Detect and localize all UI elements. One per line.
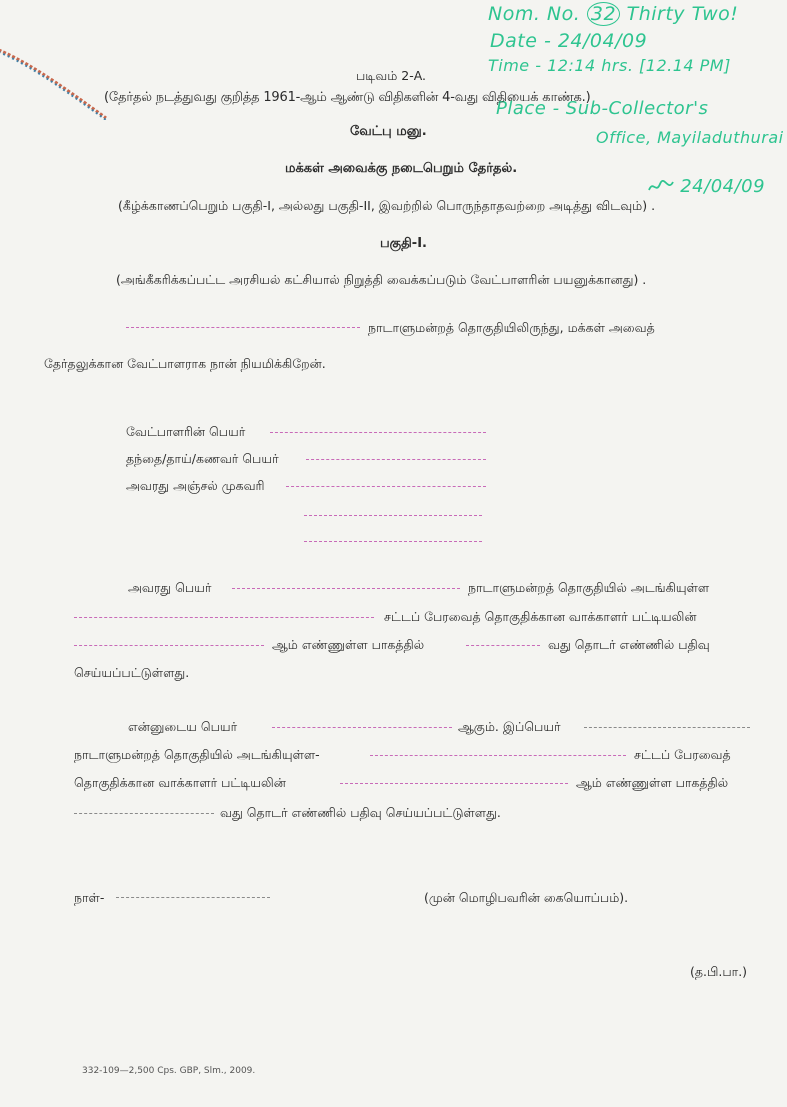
para2-assembly-blank[interactable] (370, 755, 626, 756)
handwritten-signature-date: 24/04/09 (648, 176, 765, 197)
handwritten-place: Place - Sub-Collector's (496, 98, 709, 119)
address-blank-3[interactable] (304, 541, 482, 542)
address-blank-1[interactable] (286, 486, 486, 487)
address-blank-2[interactable] (304, 515, 482, 516)
handwritten-time: Time - 12:14 hrs. [12.14 PM] (488, 56, 731, 75)
handwritten-office: Office, Mayiladuthurai (596, 128, 784, 147)
para2-roll-text: தொகுதிக்கான வாக்காளர் பட்டியலின் (74, 775, 286, 790)
para1-constituency-text: நாடாளுமன்றத் தொகுதியில் அடங்கியுள்ள (468, 580, 710, 595)
date-blank[interactable] (116, 897, 270, 898)
para1-roll-text: சட்டப் பேரவைத் தொகுதிக்கான வாக்காளர் பட்டியலின் (384, 609, 697, 624)
form-title: வேட்பு மனு. (350, 124, 427, 139)
nomination-line-2: தேர்தலுக்கான வேட்பாளராக நான் நியமிக்கிறேன். (44, 356, 326, 371)
para2-part-blank[interactable] (340, 783, 568, 784)
candidate-name-blank[interactable] (270, 432, 486, 433)
para2-registered-text: வது தொடர் எண்ணில் பதிவு செய்யப்பட்டுள்ளது. (220, 805, 501, 820)
form-subtitle: மக்கள் அவைக்கு நடைபெறும் தேர்தல். (285, 161, 518, 176)
para2-assembly-text: சட்டப் பேரவைத் (634, 747, 731, 762)
address-label: அவரது அஞ்சல் முகவரி (126, 478, 265, 493)
parent-name-blank[interactable] (306, 459, 486, 460)
handwritten-nom-no: Nom. No. 32 Thirty Two! (488, 3, 739, 25)
para2-part-text: ஆம் எண்ணுள்ள பாகத்தில் (576, 775, 729, 790)
para1-serial-text: வது தொடர் எண்ணில் பதிவு (548, 637, 710, 652)
para1-registered-text: செய்யப்பட்டுள்ளது. (74, 665, 190, 680)
rule-reference: (தேர்தல் நடத்துவது குறித்த 1961-ஆம் ஆண்டு விதிகளின் 4-வது விதியைக் காண்க.) (104, 90, 591, 105)
para1-part-blank[interactable] (74, 645, 264, 646)
thread-decoration (0, 40, 114, 120)
instruction-text: (கீழ்க்காணப்பெறும் பகுதி-I, அல்லது பகுதி-II, இவற்றில் பொருந்தாதவற்றை அடித்து விடவும்) . (118, 198, 656, 213)
handwritten-date: Date - 24/04/09 (490, 30, 648, 52)
signature-scribble (648, 180, 674, 194)
candidate-name-label: வேட்பாளரின் பெயர் (126, 424, 246, 439)
signature-note: (முன் மொழிபவரின் கையொப்பம்). (424, 890, 629, 905)
para2-name-label: என்னுடைய பெயர் (128, 719, 238, 734)
para1-assembly-blank[interactable] (74, 617, 374, 618)
nomination-line-1: நாடாளுமன்றத் தொகுதியிலிருந்து, மக்கள் அவைத் (368, 320, 655, 335)
form-number: படிவம் 2-A. (356, 68, 427, 83)
para2-serial-blank[interactable] (74, 813, 214, 814)
print-info: 332-109—2,500 Cps. GBP, Slm., 2009. (82, 1066, 256, 1076)
part-note: (அங்கீகரிக்கப்பட்ட அரசியல் கட்சியால் நிறுத்தி வைக்கப்படும் வேட்பாளரின் பயனுக்கானது) . (116, 272, 647, 287)
para1-name-blank[interactable] (232, 588, 460, 589)
date-label: நாள்- (74, 890, 105, 905)
part-heading: பகுதி-I. (380, 236, 427, 251)
para2-name-blank[interactable] (272, 727, 452, 728)
parent-name-label: தந்தை/தாய்/கணவர் பெயர் (126, 451, 279, 466)
para1-part-text: ஆம் எண்ணுள்ள பாகத்தில் (272, 637, 425, 652)
constituency-blank[interactable] (126, 327, 360, 328)
para2-constituency-blank[interactable] (584, 727, 750, 728)
para1-serial-blank[interactable] (466, 645, 540, 646)
para2-constituency-text: நாடாளுமன்றத் தொகுதியில் அடங்கியுள்ள- (74, 747, 320, 762)
para1-name-label: அவரது பெயர் (128, 580, 212, 595)
abbreviation: (த.பி.பா.) (690, 964, 748, 979)
para2-name-suffix: ஆகும். இப்பெயர் (458, 719, 561, 734)
